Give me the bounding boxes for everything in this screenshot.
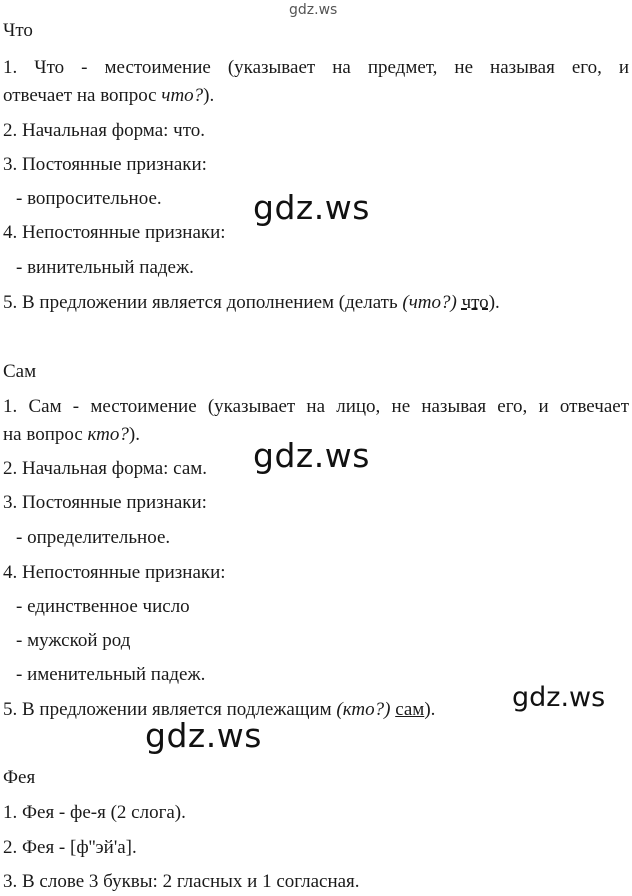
underlined-word: что [461, 292, 489, 313]
analysis-line: 4. Непостоянные признаки: [3, 222, 226, 243]
analysis-line: - именительный падеж. [16, 664, 206, 685]
section-title: Фея [3, 767, 36, 788]
analysis-line: 5. В предложении является дополнением (делать (что?) что). [3, 292, 500, 313]
analysis-line: отвечает на вопрос что?). [3, 85, 215, 106]
analysis-line: 5. В предложении является подлежащим (кто?) сам). [3, 699, 436, 720]
analysis-line: 2. Начальная форма: что. [3, 120, 206, 141]
analysis-line: - определительное. [16, 527, 171, 548]
analysis-line: 1. Фея - фе-я (2 слога). [3, 802, 186, 823]
analysis-line: 2. Фея - [ф''эй'а]. [3, 837, 137, 858]
analysis-line: 2. Начальная форма: сам. [3, 458, 208, 479]
analysis-line: - мужской род [16, 630, 131, 651]
analysis-line: - вопросительное. [16, 188, 162, 209]
watermark: gdz.ws [253, 188, 370, 227]
analysis-line: 4. Непостоянные признаки: [3, 562, 226, 583]
analysis-line: - винительный падеж. [16, 257, 194, 278]
watermark-top: gdz.ws [289, 2, 338, 18]
analysis-line: 3. Постоянные признаки: [3, 492, 207, 513]
watermark: gdz.ws [512, 682, 606, 713]
section-title: Сам [3, 361, 37, 382]
underlined-word: сам [395, 699, 425, 720]
watermark: gdz.ws [253, 436, 370, 475]
section-title: Что [3, 20, 33, 41]
analysis-line: на вопрос кто?). [3, 424, 140, 445]
watermark: gdz.ws [145, 716, 262, 755]
analysis-line: 1. Сам - местоимение (указывает на лицо, не называя его, и отвечает [3, 396, 629, 417]
analysis-line: 1. Что - местоимение (указывает на предмет, не называя его, и [3, 57, 629, 78]
analysis-line: - единственное число [16, 596, 190, 617]
analysis-line: 3. Постоянные признаки: [3, 154, 207, 175]
analysis-line: 3. В слове 3 буквы: 2 гласных и 1 согласная. [3, 871, 360, 892]
